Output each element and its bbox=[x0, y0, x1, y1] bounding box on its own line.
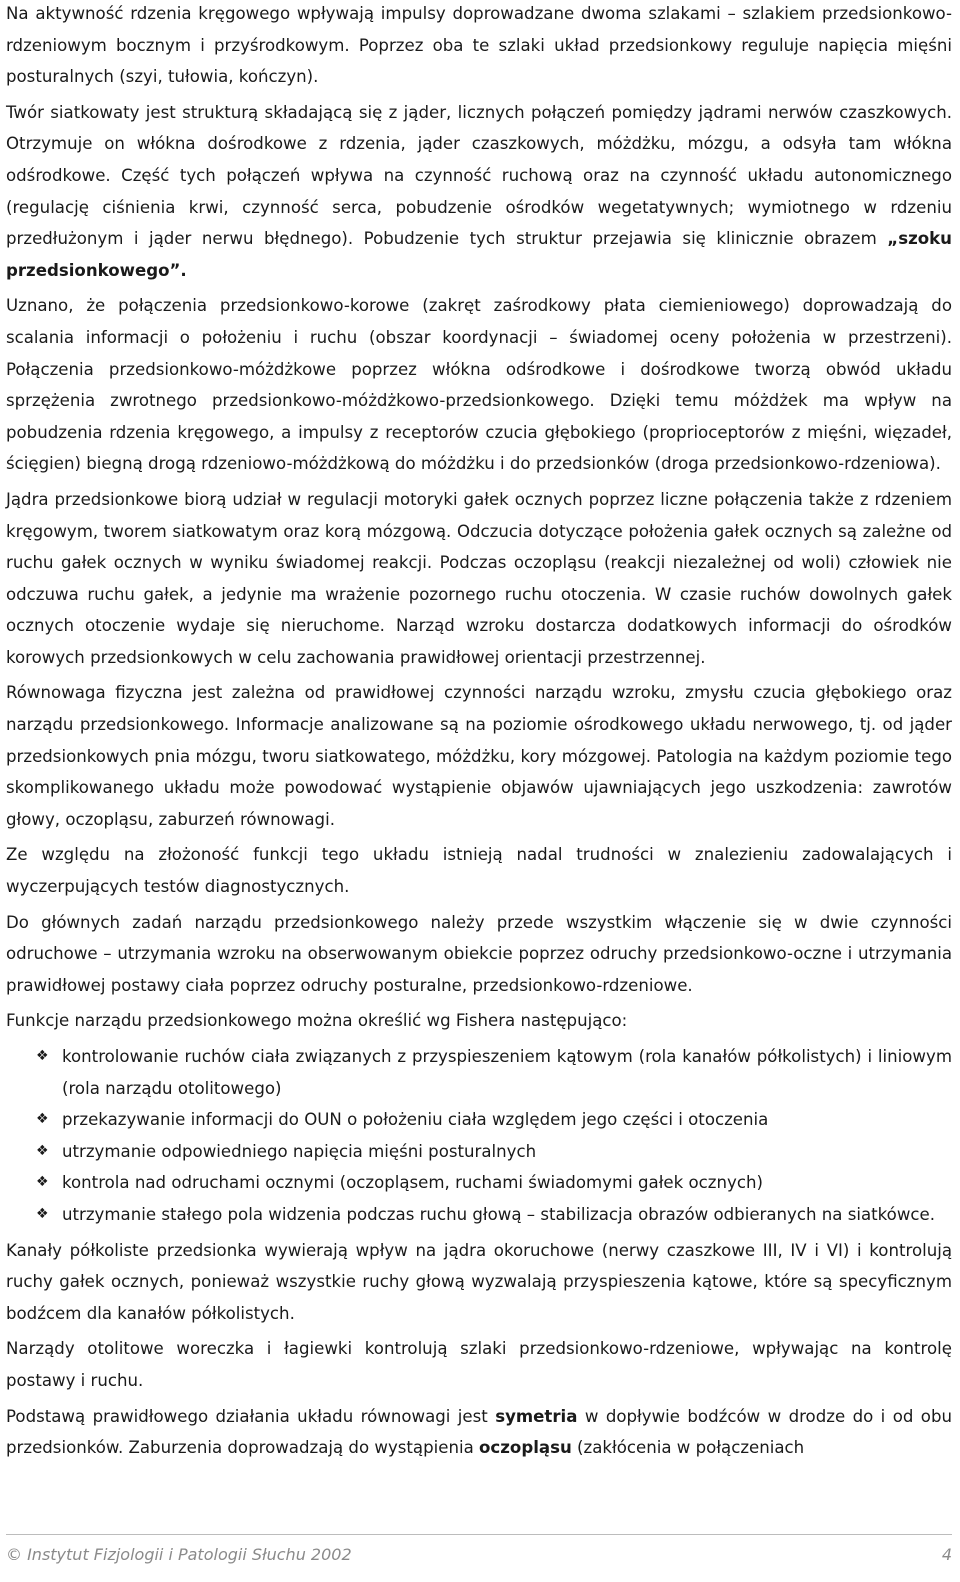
diamond-bullet-icon: ❖ bbox=[36, 1111, 49, 1128]
paragraph: Jądra przedsionkowe biorą udział w regulacji motoryki gałek ocznych poprzez liczne połączenia także z rdzeniem kręgowym, tworem siatkowatym oraz korą mózgową. Odczucia dotyczące położenia gałek ocznych są zależne od ruchu gałek ocznych w wyniku świadomej reakcji. Podczas oczopląsu (reakcji niezależnej od woli) człowiek nie odczuwa ruchu gałek, a jedynie ma wrażenie pozornego ruchu otoczenia. W czasie ruchów dowolnych gałek ocznych otoczenie wydaje się nieruchome. Narząd wzroku dostarcza dodatkowych informacji do ośrodków korowych przedsionkowych w celu zachowania prawidłowej orientacji przestrzennej. bbox=[6, 489, 952, 667]
page-number: 4 bbox=[941, 1545, 952, 1564]
paragraph: Na aktywność rdzenia kręgowego wpływają impulsy doprowadzane dwoma szlakami – szlakiem przedsionkowo-rdzeniowym bocznym i przyśrodkowym. Poprzez oba te szlaki układ przedsionkowy reguluje napięcia mięśni posturalnych (szyi, tułowia, kończyn). bbox=[6, 4, 952, 87]
paragraph: Uznano, że połączenia przedsionkowo-korowe (zakręt zaśrodkowy płata ciemieniowego) doprowadzają do scalania informacji o położeniu i ruchu (obszar koordynacji – świadomej oceny położenia w przestrzeni). Połączenia przedsionkowo-móżdżkowe poprzez włókna odśrodkowe i dośrodkowe tworzą obwód układu sprzężenia zwrotnego przedsionkowo-móżdżkowo-przedsionkowego. Dzięki temu móżdżek ma wpływ na pobudzenia rdzenia kręgowego, a impulsy z receptorów czucia głębokiego (proprioceptorów z mięśni, więzadeł, ścięgien) biegną drogą rdzeniowo-móżdżkową do móżdżku i do przedsionków (droga przedsionkowo-rdzeniowa). bbox=[6, 296, 952, 474]
footer-copyright: © Instytut Fizjologii i Patologii Słuchu 2002 bbox=[6, 1545, 352, 1564]
paragraph bbox=[6, 97, 952, 287]
paragraph: Ze względu na złożoność funkcji tego układu istnieją nadal trudności w znalezieniu zadowalających i wyczerpujących testów diagnostycznych. bbox=[6, 845, 952, 897]
paragraph: Do głównych zadań narządu przedsionkowego należy przede wszystkim włączenie się w dwie czynności odruchowe – utrzymania wzroku na obserwowanym obiekcie poprzez odruchy przedsionkowo-oczne i utrzymania prawidłowej postawy ciała poprzez odruchy posturalne, przedsionkowo-rdzeniowe. bbox=[6, 912, 952, 995]
bold-term: oczopląsu bbox=[479, 1438, 572, 1458]
list-item-text: kontrola nad odruchami ocznymi (oczopląsem, ruchami świadomymi gałek ocznych) bbox=[62, 1173, 763, 1193]
paragraph: Funkcje narządu przedsionkowego można określić wg Fishera następująco: bbox=[6, 1011, 628, 1031]
diamond-bullet-icon: ❖ bbox=[36, 1048, 49, 1064]
paragraph: Równowaga fizyczna jest zależna od prawidłowej czynności narządu wzroku, zmysłu czucia głębokiego oraz narządu przedsionkowego. Informacje analizowane są na poziomie ośrodkowego układu nerwowego, tj. od jąder przedsionkowych pnia mózgu, tworu siatkowatego, móżdżku, kory mózgowej. Patologia na każdym poziomie tego skomplikowanego układu może powodować wystąpienie objawów ujawniających jego uszkodzenia: zawrotów głowy, oczopląsu, zaburzeń równowagi. bbox=[6, 683, 952, 829]
paragraph bbox=[6, 1401, 952, 1464]
diamond-bullet-icon: ❖ bbox=[36, 1205, 49, 1222]
list-item-text: kontrolowanie ruchów ciała związanych z przyspieszeniem kątowym (rola kanałów półkolistych) i liniowym (rola narządu otolitowego) bbox=[62, 1047, 952, 1098]
diamond-bullet-icon: ❖ bbox=[36, 1142, 49, 1159]
bold-term: symetria bbox=[495, 1406, 578, 1426]
paragraph-text: w dopływie bodźców w drodze do i od obu przedsionków. Zaburzenia doprowadzają do wystąpienia bbox=[6, 1406, 952, 1458]
paragraph-text: Twór siatkowaty jest strukturą składającą się z jąder, licznych połączeń pomiędzy jądrami nerwów czaszkowych. Otrzymuje on włókna dośrodkowe z rdzenia, jąder czaszkowych, móżdżku, mózgu, a odsyła tam włókna odśrodkowe. Część tych połączeń wpływa na czynność ruchową oraz na czynność układu autonomicznego (regulację ciśnienia krwi, czynność serca, pobudzenie ośrodków wegetatywnych; wymiotnego w rdzeniu przedłużonym i jąder nerwu błędnego). Pobudzenie tych struktur przejawia się klinicznie obrazem bbox=[6, 102, 952, 249]
paragraph-text: Podstawą prawidłowego działania układu równowagi jest bbox=[6, 1406, 496, 1426]
diamond-bullet-icon: ❖ bbox=[36, 1174, 49, 1191]
list-item bbox=[6, 1104, 952, 1136]
list-item-text: utrzymanie stałego pola widzenia podczas ruchu głową – stabilizacja obrazów odbieranych na siatkówce. bbox=[62, 1204, 936, 1224]
paragraph: Narządy otolitowe woreczka i łagiewki kontrolują szlaki przedsionkowo-rdzeniowe, wpływając na kontrolę postawy i ruchu. bbox=[6, 1339, 952, 1390]
list-item-text: utrzymanie odpowiedniego napięcia mięśni posturalnych bbox=[62, 1141, 537, 1161]
bold-term: „szoku przedsionkowego”. bbox=[6, 229, 952, 280]
list-item bbox=[6, 1199, 952, 1231]
paragraph-text: (zakłócenia w połączeniach bbox=[571, 1438, 805, 1458]
document-body bbox=[6, 0, 952, 1468]
fisher-functions-list bbox=[6, 1041, 952, 1231]
list-item-text: przekazywanie informacji do OUN o położeniu ciała względem jego części i otoczenia bbox=[62, 1110, 769, 1130]
page-footer bbox=[6, 1534, 952, 1564]
list-item bbox=[6, 1041, 952, 1104]
paragraph: Kanały półkoliste przedsionka wywierają wpływ na jądra okoruchowe (nerwy czaszkowe III, IV i VI) i kontrolują ruchy gałek ocznych, ponieważ wszystkie ruchy głową wyzwalają przyspieszenia kątowe, które są specyficznym bodźcem dla kanałów półkolistych. bbox=[6, 1240, 952, 1323]
list-item bbox=[6, 1167, 952, 1199]
list-item bbox=[6, 1136, 952, 1168]
